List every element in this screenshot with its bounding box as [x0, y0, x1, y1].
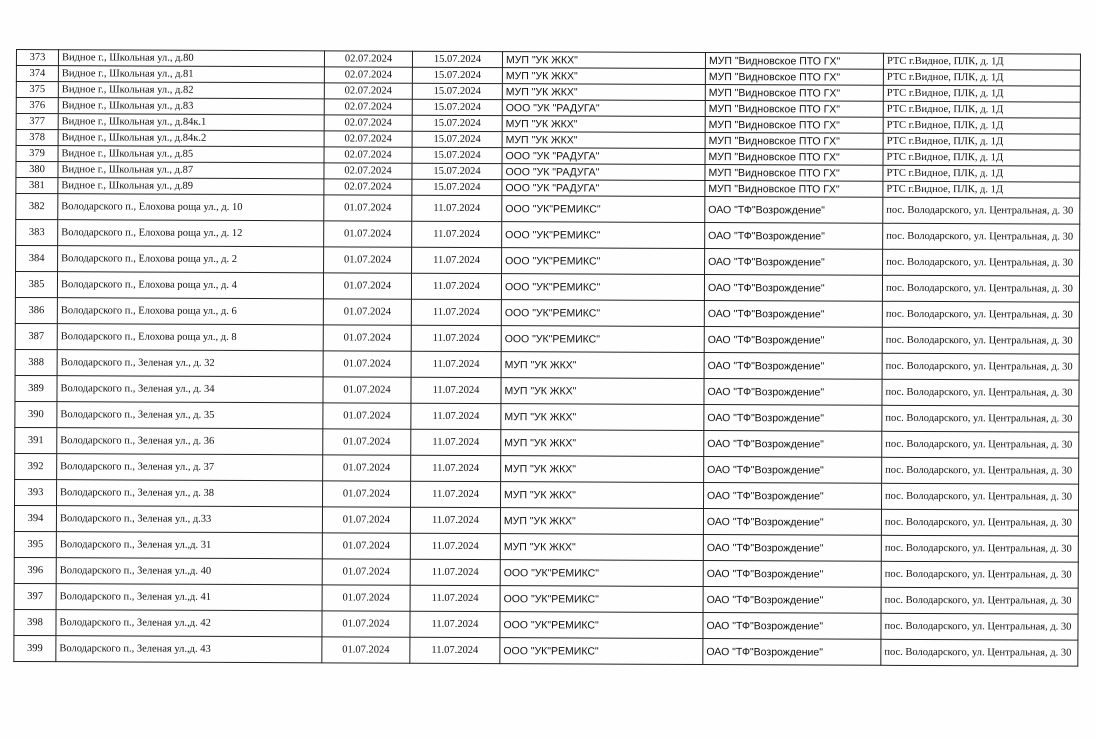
- row-number: 378: [16, 130, 58, 146]
- heat-supplier-cell: ОАО "ТФ"Возрождение": [703, 561, 881, 588]
- address-cell: Володарского п., Елохова роща ул., д. 8: [57, 324, 323, 351]
- heat-source-cell: пос. Володарского, ул. Центральная, д. 30: [881, 535, 1078, 562]
- heat-supplier-cell: ОАО "ТФ"Возрождение": [704, 457, 882, 484]
- heat-supplier-cell: МУП "Видновское ПТО ГХ": [705, 101, 883, 118]
- end-date-cell: 15.07.2024: [412, 83, 502, 99]
- management-company-cell: ООО "УК "РАДУГА": [502, 164, 705, 181]
- start-date-cell: 01.07.2024: [322, 507, 410, 533]
- start-date-cell: 02.07.2024: [324, 131, 412, 147]
- heat-source-cell: пос. Володарского, ул. Центральная, д. 30: [882, 327, 1079, 354]
- management-company-cell: МУП "УК ЖКХ": [502, 52, 705, 69]
- heat-source-cell: пос. Володарского, ул. Центральная, д. 30: [882, 301, 1079, 328]
- heat-source-cell: пос. Володарского, ул. Центральная, д. 30: [882, 379, 1079, 406]
- address-cell: Володарского п., Зеленая ул., д. 34: [57, 376, 323, 403]
- row-number: 374: [16, 66, 58, 82]
- end-date-cell: 11.07.2024: [411, 481, 501, 507]
- management-company-cell: МУП "УК ЖКХ": [501, 456, 704, 483]
- management-company-cell: МУП "УК ЖКХ": [501, 404, 704, 431]
- row-number: 390: [15, 401, 57, 427]
- address-cell: Володарского п., Зеленая ул.,д. 31: [56, 532, 322, 559]
- address-cell: Видное г., Школьная ул., д.84к.2: [58, 130, 324, 147]
- heat-supplier-cell: ОАО "ТФ"Возрождение": [703, 639, 881, 666]
- address-cell: Видное г., Школьная ул., д.83: [58, 98, 324, 115]
- heat-supplier-cell: ОАО "ТФ"Возрождение": [704, 379, 882, 406]
- management-company-cell: ООО "УК"РЕМИКС": [501, 326, 704, 353]
- end-date-cell: 11.07.2024: [411, 299, 501, 325]
- address-cell: Володарского п., Зеленая ул., д. 35: [57, 402, 323, 429]
- address-cell: Володарского п., Зеленая ул.,д. 40: [56, 558, 322, 585]
- end-date-cell: 11.07.2024: [411, 351, 501, 377]
- end-date-cell: 11.07.2024: [410, 559, 500, 585]
- address-cell: Володарского п., Елохова роща ул., д. 4: [57, 272, 323, 299]
- heat-source-cell: РТС г.Видное, ПЛК, д. 1Д: [883, 117, 1080, 134]
- heat-supplier-cell: МУП "Видновское ПТО ГХ": [705, 133, 883, 150]
- management-company-cell: МУП "УК ЖКХ": [502, 68, 705, 85]
- management-company-cell: ООО "УК"РЕМИКС": [500, 586, 703, 613]
- address-cell: Володарского п., Зеленая ул.,д. 43: [56, 636, 322, 663]
- address-cell: Видное г., Школьная ул., д.82: [58, 82, 324, 99]
- start-date-cell: 01.07.2024: [323, 481, 411, 507]
- heat-supplier-cell: ОАО "ТФ"Возрождение": [704, 431, 882, 458]
- heat-supplier-cell: ОАО "ТФ"Возрождение": [704, 275, 882, 302]
- address-cell: Видное г., Школьная ул., д.85: [58, 146, 324, 163]
- heat-supplier-cell: МУП "Видновское ПТО ГХ": [705, 69, 883, 86]
- management-company-cell: ООО "УК"РЕМИКС": [500, 638, 703, 665]
- start-date-cell: 01.07.2024: [323, 325, 411, 351]
- address-cell: Володарского п., Елохова роща ул., д. 2: [58, 246, 324, 273]
- address-cell: Видное г., Школьная ул., д.87: [58, 162, 324, 179]
- management-company-cell: ООО "УК"РЕМИКС": [500, 560, 703, 587]
- row-number: 386: [15, 297, 57, 323]
- end-date-cell: 15.07.2024: [412, 99, 502, 115]
- row-number: 383: [16, 220, 58, 246]
- heat-supplier-cell: МУП "Видновское ПТО ГХ": [705, 53, 883, 70]
- heat-source-cell: пос. Володарского, ул. Центральная, д. 30: [882, 353, 1079, 380]
- heat-source-cell: РТС г.Видное, ПЛК, д. 1Д: [883, 165, 1080, 182]
- start-date-cell: 01.07.2024: [323, 299, 411, 325]
- row-number: 385: [15, 272, 57, 298]
- heat-supplier-cell: ОАО "ТФ"Возрождение": [704, 301, 882, 328]
- end-date-cell: 11.07.2024: [412, 247, 502, 273]
- address-cell: Володарского п., Зеленая ул.,д. 41: [56, 584, 322, 611]
- end-date-cell: 11.07.2024: [411, 325, 501, 351]
- management-company-cell: МУП "УК ЖКХ": [500, 534, 703, 561]
- start-date-cell: 01.07.2024: [322, 559, 410, 585]
- end-date-cell: 11.07.2024: [410, 507, 500, 533]
- row-number: 388: [15, 349, 57, 375]
- address-cell: Видное г., Школьная ул., д.89: [58, 178, 324, 195]
- heat-source-cell: РТС г.Видное, ПЛК, д. 1Д: [883, 53, 1080, 70]
- address-cell: Володарского п., Елохова роща ул., д. 6: [57, 298, 323, 325]
- heat-supplier-cell: МУП "Видновское ПТО ГХ": [705, 165, 883, 182]
- end-date-cell: 11.07.2024: [411, 455, 501, 481]
- end-date-cell: 11.07.2024: [412, 195, 502, 221]
- heat-source-cell: пос. Володарского, ул. Центральная, д. 30: [883, 223, 1080, 250]
- heat-supplier-cell: МУП "Видновское ПТО ГХ": [705, 117, 883, 134]
- start-date-cell: 01.07.2024: [323, 351, 411, 377]
- heat-source-cell: пос. Володарского, ул. Центральная, д. 30: [882, 275, 1079, 302]
- heat-source-cell: пос. Володарского, ул. Центральная, д. 30: [881, 613, 1078, 640]
- heat-source-cell: пос. Володарского, ул. Центральная, д. 30: [882, 457, 1079, 484]
- row-number: 375: [16, 82, 58, 98]
- start-date-cell: 01.07.2024: [322, 611, 410, 637]
- address-cell: Видное г., Школьная ул., д.80: [58, 50, 324, 67]
- end-date-cell: 15.07.2024: [412, 163, 502, 179]
- row-number: 373: [16, 50, 58, 66]
- address-cell: Володарского п., Зеленая ул., д. 32: [57, 350, 323, 377]
- management-company-cell: ООО "УК"РЕМИКС": [500, 612, 703, 639]
- start-date-cell: 01.07.2024: [323, 273, 411, 299]
- address-cell: Володарского п., Елохова роща ул., д. 10: [58, 194, 324, 221]
- heat-supplier-cell: ОАО "ТФ"Возрождение": [703, 535, 881, 562]
- management-company-cell: МУП "УК ЖКХ": [502, 84, 705, 101]
- row-number: 376: [16, 98, 58, 114]
- management-company-cell: МУП "УК ЖКХ": [501, 430, 704, 457]
- start-date-cell: 01.07.2024: [323, 377, 411, 403]
- management-company-cell: МУП "УК ЖКХ": [501, 378, 704, 405]
- address-cell: Володарского п., Зеленая ул., д.33: [56, 506, 322, 533]
- heat-source-cell: пос. Володарского, ул. Центральная, д. 30: [881, 639, 1078, 666]
- start-date-cell: 01.07.2024: [322, 585, 410, 611]
- address-cell: Володарского п., Зеленая ул.,д. 42: [56, 610, 322, 637]
- heat-source-cell: пос. Володарского, ул. Центральная, д. 30: [883, 197, 1080, 224]
- end-date-cell: 11.07.2024: [411, 377, 501, 403]
- row-number: 394: [14, 505, 56, 531]
- address-cell: Володарского п., Елохова роща ул., д. 12: [58, 220, 324, 247]
- start-date-cell: 02.07.2024: [324, 67, 412, 83]
- heat-supplier-cell: ОАО "ТФ"Возрождение": [703, 587, 881, 614]
- heat-source-cell: РТС г.Видное, ПЛК, д. 1Д: [883, 149, 1080, 166]
- row-number: 381: [16, 178, 58, 194]
- start-date-cell: 01.07.2024: [323, 403, 411, 429]
- heat-source-cell: пос. Володарского, ул. Центральная, д. 30: [882, 431, 1079, 458]
- end-date-cell: 15.07.2024: [412, 147, 502, 163]
- end-date-cell: 11.07.2024: [410, 611, 500, 637]
- management-company-cell: ООО "УК"РЕМИКС": [501, 274, 704, 301]
- heat-supplier-cell: ОАО "ТФ"Возрождение": [703, 613, 881, 640]
- management-company-cell: ООО "УК "РАДУГА": [502, 148, 705, 165]
- row-number: 384: [16, 246, 58, 272]
- heat-supplier-cell: ОАО "ТФ"Возрождение": [704, 483, 882, 510]
- end-date-cell: 11.07.2024: [410, 637, 500, 663]
- start-date-cell: 02.07.2024: [324, 147, 412, 163]
- start-date-cell: 01.07.2024: [324, 221, 412, 247]
- heat-source-cell: РТС г.Видное, ПЛК, д. 1Д: [883, 69, 1080, 86]
- end-date-cell: 15.07.2024: [412, 179, 502, 195]
- row-number: 398: [14, 609, 56, 635]
- row-number: 395: [14, 531, 56, 557]
- table-row: [14, 635, 1078, 666]
- heat-source-cell: пос. Володарского, ул. Центральная, д. 30: [881, 561, 1078, 588]
- start-date-cell: 01.07.2024: [322, 533, 410, 559]
- heat-source-cell: пос. Володарского, ул. Центральная, д. 30: [881, 587, 1078, 614]
- heat-source-cell: пос. Володарского, ул. Центральная, д. 30: [883, 249, 1080, 276]
- heat-supplier-cell: МУП "Видновское ПТО ГХ": [705, 85, 883, 102]
- end-date-cell: 11.07.2024: [410, 585, 500, 611]
- end-date-cell: 15.07.2024: [412, 131, 502, 147]
- end-date-cell: 11.07.2024: [411, 429, 501, 455]
- start-date-cell: 01.07.2024: [324, 195, 412, 221]
- heat-supplier-cell: ОАО "ТФ"Возрождение": [705, 223, 883, 250]
- heat-supplier-cell: ОАО "ТФ"Возрождение": [704, 353, 882, 380]
- end-date-cell: 11.07.2024: [411, 403, 501, 429]
- management-company-cell: МУП "УК ЖКХ": [502, 132, 705, 149]
- address-cell: Володарского п., Зеленая ул., д. 38: [57, 480, 323, 507]
- row-number: 377: [16, 114, 58, 130]
- management-company-cell: ООО "УК "РАДУГА": [502, 180, 705, 197]
- row-number: 396: [14, 557, 56, 583]
- start-date-cell: 02.07.2024: [324, 99, 412, 115]
- heat-source-cell: пос. Володарского, ул. Центральная, д. 30: [881, 509, 1078, 536]
- start-date-cell: 01.07.2024: [322, 637, 410, 663]
- row-number: 382: [16, 194, 58, 220]
- heat-source-cell: пос. Володарского, ул. Центральная, д. 30: [882, 405, 1079, 432]
- heat-source-cell: РТС г.Видное, ПЛК, д. 1Д: [883, 133, 1080, 150]
- row-number: 380: [16, 162, 58, 178]
- heat-source-cell: РТС г.Видное, ПЛК, д. 1Д: [883, 181, 1080, 198]
- end-date-cell: 11.07.2024: [412, 221, 502, 247]
- heat-source-cell: РТС г.Видное, ПЛК, д. 1Д: [883, 85, 1080, 102]
- end-date-cell: 11.07.2024: [410, 533, 500, 559]
- start-date-cell: 02.07.2024: [324, 51, 412, 67]
- management-company-cell: МУП "УК ЖКХ": [502, 116, 705, 133]
- end-date-cell: 15.07.2024: [412, 67, 502, 83]
- heat-supplier-cell: ОАО "ТФ"Возрождение": [703, 509, 881, 536]
- end-date-cell: 15.07.2024: [412, 51, 502, 67]
- outage-schedule-table: [13, 49, 1081, 667]
- row-number: 389: [15, 375, 57, 401]
- management-company-cell: МУП "УК ЖКХ": [500, 508, 703, 535]
- heat-supplier-cell: ОАО "ТФ"Возрождение": [704, 405, 882, 432]
- start-date-cell: 01.07.2024: [324, 247, 412, 273]
- heat-supplier-cell: МУП "Видновское ПТО ГХ": [705, 181, 883, 198]
- management-company-cell: ООО "УК"РЕМИКС": [502, 196, 705, 223]
- row-number: 391: [15, 427, 57, 453]
- heat-supplier-cell: ОАО "ТФ"Возрождение": [705, 197, 883, 224]
- row-number: 393: [15, 479, 57, 505]
- heat-source-cell: пос. Володарского, ул. Центральная, д. 30: [881, 483, 1078, 510]
- address-cell: Володарского п., Зеленая ул., д. 36: [57, 428, 323, 455]
- end-date-cell: 15.07.2024: [412, 115, 502, 131]
- management-company-cell: ООО "УК"РЕМИКС": [502, 248, 705, 275]
- management-company-cell: МУП "УК ЖКХ": [501, 352, 704, 379]
- start-date-cell: 02.07.2024: [324, 83, 412, 99]
- start-date-cell: 02.07.2024: [324, 179, 412, 195]
- row-number: 397: [14, 583, 56, 609]
- row-number: 379: [16, 146, 58, 162]
- management-company-cell: ООО "УК"РЕМИКС": [501, 300, 704, 327]
- heat-source-cell: РТС г.Видное, ПЛК, д. 1Д: [883, 101, 1080, 118]
- heat-supplier-cell: МУП "Видновское ПТО ГХ": [705, 149, 883, 166]
- management-company-cell: ООО "УК "РАДУГА": [502, 100, 705, 117]
- address-cell: Видное г., Школьная ул., д.84к.1: [58, 114, 324, 131]
- row-number: 399: [14, 635, 56, 661]
- start-date-cell: 02.07.2024: [324, 115, 412, 131]
- heat-supplier-cell: ОАО "ТФ"Возрождение": [705, 249, 883, 276]
- row-number: 387: [15, 323, 57, 349]
- start-date-cell: 01.07.2024: [323, 455, 411, 481]
- row-number: 392: [15, 453, 57, 479]
- management-company-cell: МУП "УК ЖКХ": [501, 482, 704, 509]
- address-cell: Володарского п., Зеленая ул., д. 37: [57, 454, 323, 481]
- start-date-cell: 02.07.2024: [324, 163, 412, 179]
- heat-supplier-cell: ОАО "ТФ"Возрождение": [704, 327, 882, 354]
- table-body: [14, 50, 1081, 667]
- management-company-cell: ООО "УК"РЕМИКС": [502, 222, 705, 249]
- end-date-cell: 11.07.2024: [411, 273, 501, 299]
- start-date-cell: 01.07.2024: [323, 429, 411, 455]
- address-cell: Видное г., Школьная ул., д.81: [58, 66, 324, 83]
